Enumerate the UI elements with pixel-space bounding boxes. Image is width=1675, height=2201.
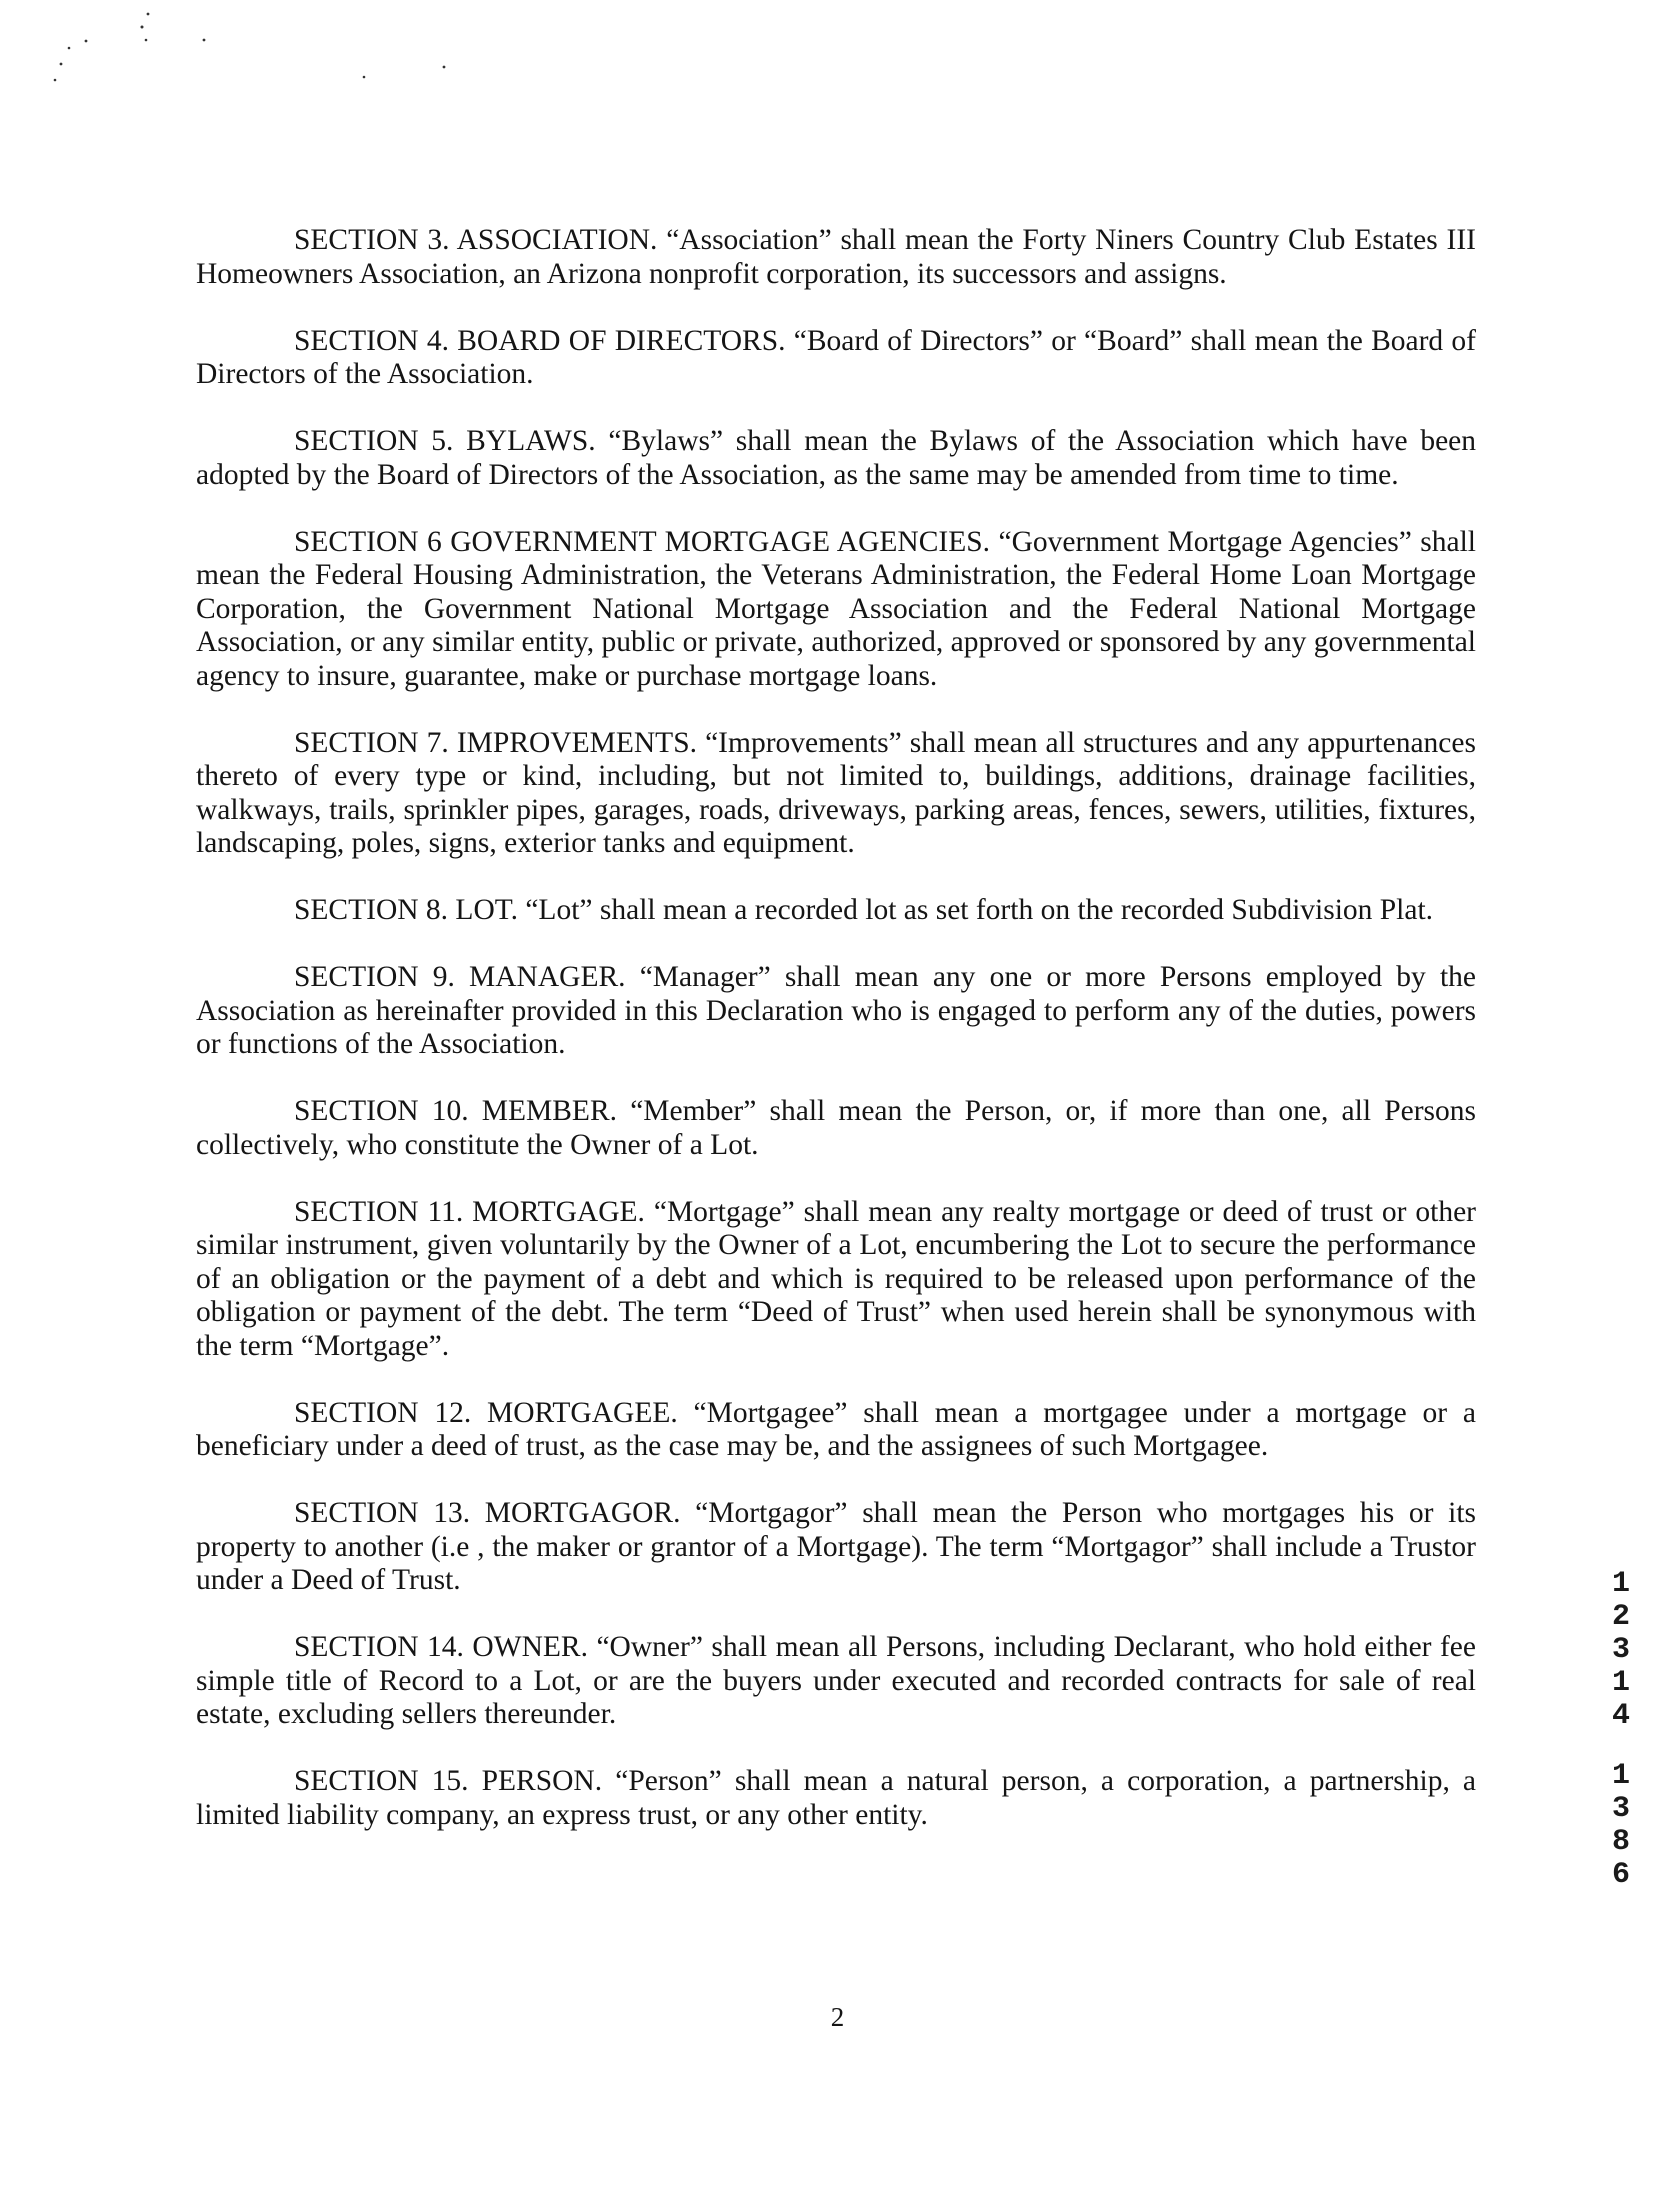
- section-11-body: “Mortgage” shall mean any realty mortgage or deed of trust or other similar instrument, given voluntarily by the Owner of a Lot, encumbering the Lot to secure the performance of an obligation or the payment of a debt and which is required to be released upon performance of the obligation or payment of the debt. The term “Deed of Trust” when used herein shall be synonymous with the term “Mortgage”.: [196, 1195, 1477, 1362]
- section-13-heading: SECTION 13. MORTGAGOR.: [294, 1497, 681, 1529]
- recording-number-stamp-lower: [1603, 1760, 1639, 1892]
- section-14-heading: SECTION 14. OWNER.: [294, 1631, 588, 1663]
- recording-number-stamp-upper: [1603, 1568, 1639, 1733]
- section-10: [196, 1095, 1476, 1162]
- stamp-digit: 6: [1611, 1858, 1630, 1892]
- stamp-digit: 1: [1611, 1759, 1630, 1793]
- section-7: [196, 727, 1476, 861]
- section-8-heading: SECTION 8. LOT.: [294, 894, 518, 926]
- section-4-heading: SECTION 4. BOARD OF DIRECTORS.: [294, 324, 786, 357]
- section-12-body: “Mortgagee” shall mean a mortgagee under a mortgage or a beneficiary under a deed of trust, as the case may be, and the assignees of such Mortgagee.: [196, 1396, 1476, 1462]
- section-15-body: “Person” shall mean a natural person, a corporation, a partnership, a limited liability company, an express trust, or any other entity.: [196, 1765, 1477, 1831]
- section-3-heading: SECTION 3. ASSOCIATION.: [294, 224, 658, 256]
- section-9-body: “Manager” shall mean any one or more Persons employed by the Association as hereinafter provided in this Declaration who is engaged to perform any of the duties, powers or functions of the Association.: [196, 961, 1476, 1060]
- section-10-body: “Member” shall mean the Person, or, if more than one, all Persons collectively, who constitute the Owner of a Lot.: [196, 1095, 1477, 1161]
- section-11: [196, 1196, 1476, 1364]
- definitions-body: [196, 224, 1476, 1866]
- stamp-digit: 1: [1611, 1666, 1630, 1700]
- section-3-body: “Association” shall mean the Forty Niners Country Club Estates III Homeowners Association, an Arizona nonprofit corporation, its successors and assigns.: [196, 224, 1476, 290]
- page-number: 2: [830, 2002, 845, 2032]
- stamp-digit: 3: [1611, 1633, 1630, 1667]
- section-4-body: “Board of Directors” or “Board” shall mean the Board of Directors of the Association.: [196, 324, 1477, 390]
- section-14: [196, 1631, 1476, 1732]
- section-11-heading: SECTION 11. MORTGAGE.: [294, 1195, 645, 1228]
- section-13: [196, 1497, 1476, 1598]
- section-5: [196, 425, 1476, 492]
- stamp-digit: 8: [1611, 1825, 1630, 1859]
- section-15: [196, 1765, 1476, 1832]
- section-3: [196, 224, 1476, 291]
- section-12: [196, 1397, 1476, 1464]
- section-4: [196, 325, 1476, 392]
- section-8: [196, 894, 1476, 928]
- section-9-heading: SECTION 9. MANAGER.: [294, 961, 626, 993]
- section-6-heading: SECTION 6 GOVERNMENT MORTGAGE AGENCIES.: [294, 525, 991, 558]
- section-10-heading: SECTION 10. MEMBER.: [294, 1095, 618, 1127]
- stamp-digit: 3: [1611, 1792, 1630, 1826]
- section-5-body: “Bylaws” shall mean the Bylaws of the Association which have been adopted by the Board of Directors of the Association, as the same may be amended from time to time.: [196, 425, 1477, 491]
- section-8-body: “Lot” shall mean a recorded lot as set forth on the recorded Subdivision Plat.: [525, 894, 1434, 926]
- section-14-body: “Owner” shall mean all Persons, including Declarant, who hold either fee simple title of Record to a Lot, or are the buyers under executed and recorded contracts for sale of real estate, excluding sellers thereunder.: [196, 1631, 1476, 1730]
- section-6-body: “Government Mortgage Agencies” shall mean the Federal Housing Administration, the Veterans Administration, the Federal Home Loan Mortgage Corporation, the Government National Mortgage Association and the Federal National Mortgage Association, or any similar entity, public or private, authorized, approved or sponsored by any governmental agency to insure, guarantee, make or purchase mortgage loans.: [196, 525, 1476, 692]
- section-7-heading: SECTION 7. IMPROVEMENTS.: [294, 726, 697, 759]
- section-9: [196, 961, 1476, 1062]
- stamp-digit: 1: [1611, 1567, 1630, 1601]
- stamp-digit: 2: [1611, 1600, 1630, 1634]
- stamp-digit: 4: [1611, 1699, 1630, 1733]
- scan-specks: [0, 0, 480, 100]
- section-6: [196, 526, 1476, 694]
- section-5-heading: SECTION 5. BYLAWS.: [294, 425, 596, 457]
- section-15-heading: SECTION 15. PERSON.: [294, 1765, 603, 1797]
- section-12-heading: SECTION 12. MORTGAGEE.: [294, 1396, 678, 1429]
- section-7-body: “Improvements” shall mean all structures and any appurtenances thereto of every type or kind, including, but not limited to, buildings, additions, drainage facilities, walkways, trails, sprinkler pipes, garages, roads, driveways, parking areas, fences, sewers, utilities, fixtures, landscaping, poles, signs, exterior tanks and equipment.: [196, 726, 1476, 859]
- section-13-body: “Mortgagor” shall mean the Person who mortgages his or its property to another (i.e , the maker or grantor of a Mortgage). The term “Mortgagor” shall include a Trustor under a Deed of Trust.: [196, 1497, 1477, 1596]
